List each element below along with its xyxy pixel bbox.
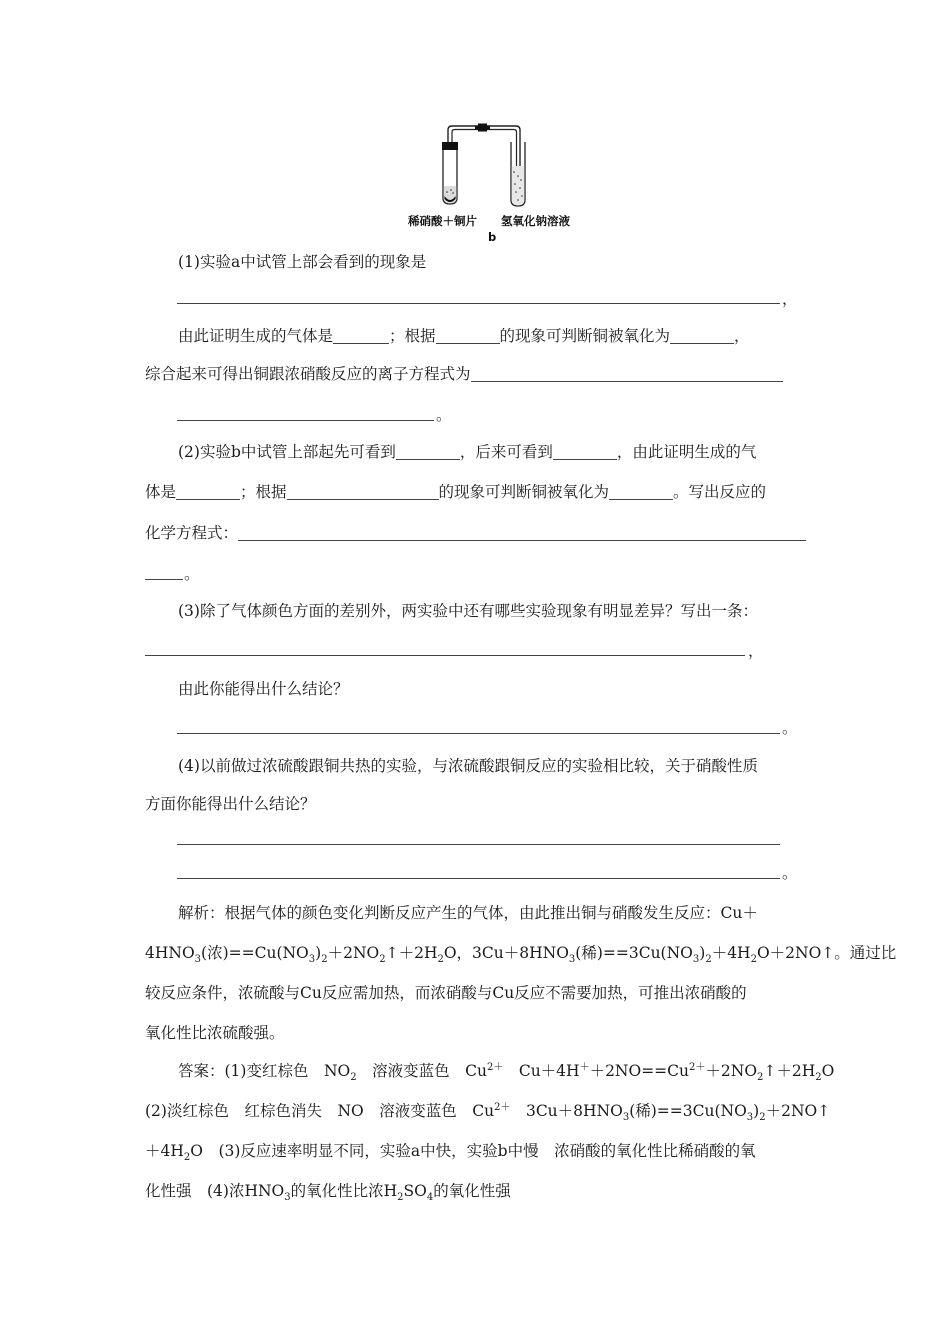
q1-line-3 [178,325,808,347]
q2-text: 。写出反应的 [673,483,767,501]
q3-conclusion-blank[interactable] [177,733,780,734]
q2-gas-blank[interactable] [176,483,240,500]
q2-text: 化学方程式： [145,524,239,542]
answer-line-1: 答案：(1)变红棕色 $NO_2$ 溶液变蓝色 $Cu^{2+}$ $Cu+4H^++2NO==Cu^{2+}+2NO_2↑+2H_2O$ [178,1061,835,1084]
left-tube-label: 稀硝酸＋铜片 [408,214,477,228]
q2-phenomenon-blank[interactable] [287,483,439,500]
q1-comma: ， [782,290,798,308]
q2-text: ，由此证明生成的气 [616,443,757,461]
q2-text: (2)实验b中试管上部起先可看到 [178,443,396,461]
q4-line-1: (4)以前做过浓硫酸跟铜共热的实验，与浓硫酸跟铜反应的实验相比较，关于硝酸性质 [178,757,758,775]
analysis-line-3: 较反应条件，浓硫酸与Cu反应需加热，而浓硝酸与Cu反应不需要加热，可推出浓硝酸的 [145,984,747,1002]
q2-line-1 [178,441,808,463]
q2-equation-blank-cont[interactable] [145,579,183,580]
q4-answer-blank-1[interactable] [177,844,780,845]
q2-text: ；根据 [240,483,287,501]
analysis-line-4: 氧化性比浓硫酸强。 [145,1024,285,1042]
analysis-line-1: 解析：根据气体的颜色变化判断反应产生的气体，由此推出铜与硝酸发生反应：Cu＋ [178,904,758,922]
q3-line-1: (3)除了气体颜色方面的差别外，两实验中还有哪些实验现象有明显差异？写出一条： [178,602,758,620]
q2-text: ，后来可看到 [459,443,553,461]
figure-sub-label: b [488,230,497,244]
q1-answer-blank[interactable] [177,303,780,304]
q1-oxidized-blank[interactable] [670,327,734,344]
q2-period: 。 [184,565,200,583]
right-tube-label: 氢氧化钠溶液 [501,214,570,228]
q1-phenomenon-blank[interactable] [436,327,500,344]
q2-text: 体是 [145,483,177,501]
answer-line-3: $+4H_2O$ (3)反应速率明显不同，实验a中快，实验b中慢 浓硝酸的氧化性比稀硝酸的氧 [145,1142,756,1164]
q1-line-1: (1)实验a中试管上部会看到的现象是 [178,253,427,271]
q1-gas-blank[interactable] [333,327,389,344]
q1-period: 。 [436,406,452,424]
apparatus-figure [400,120,590,250]
q1-ionic-equation-blank-cont[interactable] [177,420,434,421]
q3-line-3: 由此你能得出什么结论？ [178,680,349,698]
q3-comma: ， [748,642,764,660]
q1-text: ， [734,327,750,345]
q1-line-4 [145,363,810,385]
q4-answer-blank-2[interactable] [177,878,780,879]
q3-period: 。 [782,719,798,737]
q1-text: 由此证明生成的气体是 [178,327,334,345]
q4-line-2: 方面你能得出什么结论？ [145,795,316,813]
q2-line-2 [145,481,810,503]
answer-line-2: (2)淡红棕色 红棕色消失 NO 溶液变蓝色 $Cu^{2+}$ $3Cu+8HNO_3$(稀)$==3Cu(NO_3)_2+2NO↑$ [145,1101,831,1124]
q2-initial-blank[interactable] [396,443,460,460]
q2-later-blank[interactable] [553,443,617,460]
q2-oxidized-blank[interactable] [609,483,673,500]
q4-period: 。 [782,864,798,882]
q2-equation-blank[interactable] [238,524,806,541]
q1-text: ；根据 [389,327,436,345]
answer-line-4: 化性强 (4)浓$HNO_3$的氧化性比浓$H_2SO_4$的氧化性强 [145,1182,511,1204]
q3-answer-blank[interactable] [145,655,745,656]
q2-text: 的现象可判断铜被氧化为 [438,483,610,501]
q1-ionic-equation-blank[interactable] [471,365,783,382]
q1-text: 综合起来可得出铜跟浓硝酸反应的离子方程式为 [145,365,471,383]
q1-text: 的现象可判断铜被氧化为 [499,327,671,345]
analysis-line-2: $4HNO_3$(浓)$==Cu(NO_3)_2+2NO_2↑+2H_2O$，$3Cu+8HNO_3$(稀)$==3Cu(NO_3)_2+4H_2O+2NO↑$。通过比 [145,944,897,966]
q2-line-3 [145,522,810,544]
apparatus-diagram [400,120,590,220]
stopper-icon [442,142,458,150]
